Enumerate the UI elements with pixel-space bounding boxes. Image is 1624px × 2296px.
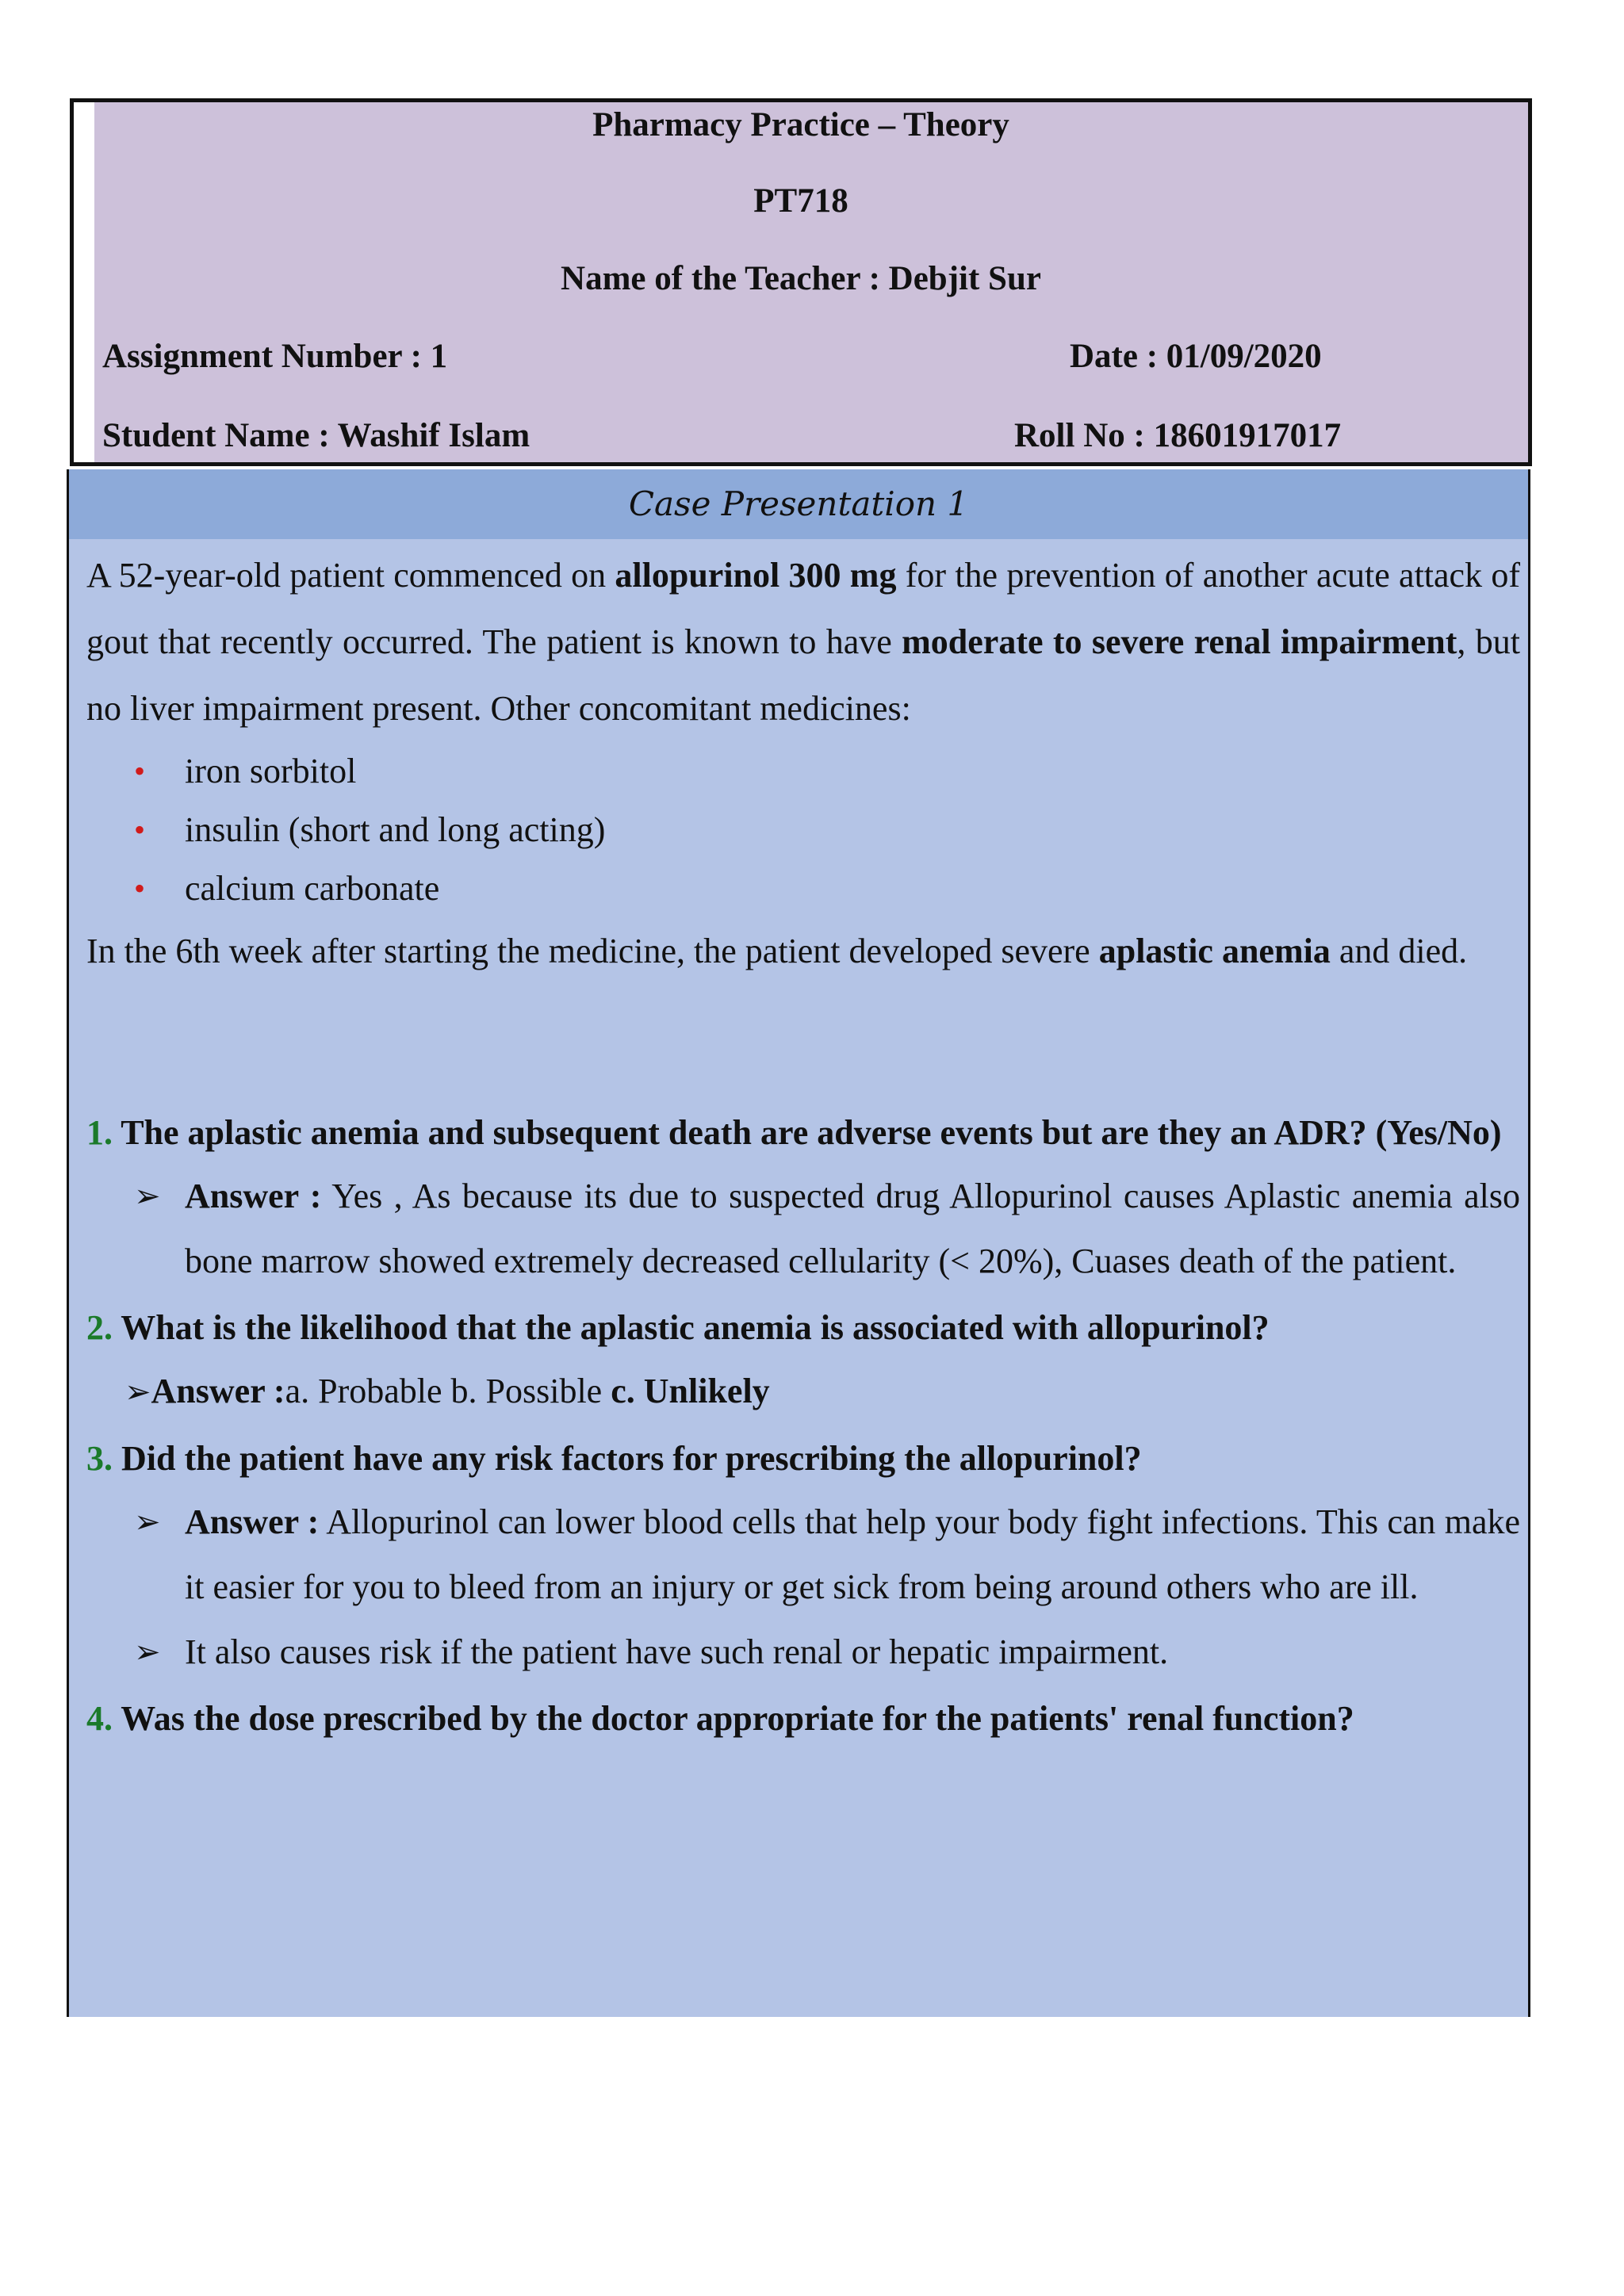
case-panel bbox=[67, 469, 1530, 2017]
answer-1: ➢ Answer : Yes , As because its due to suspected drug Allopurinol causes Aplastic anemia also bone marrow showed extremely decreased cellularity (< 20%), Cuases death of the patient. bbox=[86, 1164, 1520, 1294]
case-outcome: In the 6th week after starting the medicine, the patient developed severe aplastic anemia and died. bbox=[86, 932, 1468, 970]
bullet-icon: • bbox=[134, 812, 146, 848]
question-4: 4. Was the dose prescribed by the doctor appropriate for the patients' renal function? bbox=[86, 1699, 1354, 1738]
assignment-date: Date : 01/09/2020 bbox=[1070, 338, 1322, 375]
case-caption: Case Presentation 1 bbox=[69, 469, 1528, 539]
answer-3b: ➢ It also causes risk if the patient have such renal or hepatic impairment. bbox=[86, 1620, 1520, 1685]
student-name: Student Name : Washif Islam bbox=[102, 417, 530, 454]
arrow-bullet-icon: ➢ bbox=[134, 1178, 161, 1214]
list-item: • iron sorbitol bbox=[86, 742, 1520, 801]
bullet-icon: • bbox=[134, 871, 146, 906]
assignment-number: Assignment Number : 1 bbox=[102, 338, 448, 375]
arrow-bullet-icon: ➢ bbox=[134, 1504, 161, 1540]
question-2: 2. What is the likelihood that the aplastic anemia is associated with allopurinol? bbox=[86, 1308, 1270, 1347]
medicines-list bbox=[86, 742, 1520, 918]
list-item: • insulin (short and long acting) bbox=[86, 801, 1520, 859]
assignment-header bbox=[70, 98, 1532, 466]
bullet-icon: • bbox=[134, 753, 146, 789]
list-item: • calcium carbonate bbox=[86, 859, 1520, 918]
question-3: 3. Did the patient have any risk factors for prescribing the allopurinol? bbox=[86, 1439, 1142, 1478]
teacher-name: Name of the Teacher : Debjit Sur bbox=[561, 260, 1041, 297]
answer-3: ➢ Answer : Allopurinol can lower blood cells that help your body fight infections. This can make it easier for you to bleed from an injury or get sick from being around others who are ill. bbox=[86, 1490, 1520, 1620]
arrow-bullet-icon: ➢ bbox=[134, 1634, 161, 1670]
answer-2: ➢Answer :a. Probable b. Possible c. Unlikely bbox=[124, 1372, 770, 1410]
course-title: Pharmacy Practice – Theory bbox=[592, 106, 1009, 144]
roll-number: Roll No : 18601917017 bbox=[1014, 417, 1342, 454]
questions bbox=[86, 1102, 1520, 1750]
arrow-bullet-icon: ➢ bbox=[124, 1374, 151, 1410]
question-1: 1. The aplastic anemia and subsequent death are adverse events but are they an ADR? (Yes/No) bbox=[86, 1113, 1502, 1152]
course-code: PT718 bbox=[753, 182, 848, 220]
case-intro: A 52-year-old patient commenced on allopurinol 300 mg for the prevention of another acute attack of gout that recently occurred. The patient is known to have moderate to severe renal impairment, but no liver impairment present. Other concomitant medicines: bbox=[86, 556, 1521, 728]
